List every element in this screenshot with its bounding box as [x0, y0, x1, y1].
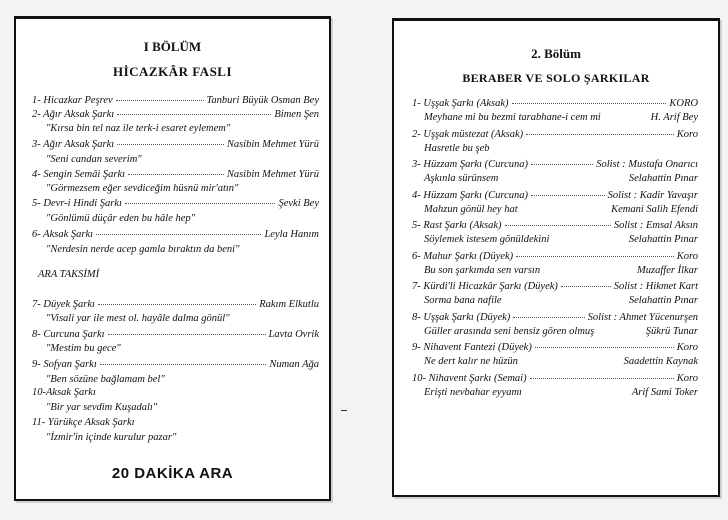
item-credit: Solist : Mustafa Onarıcı — [596, 159, 698, 170]
leader-dots — [125, 203, 276, 204]
item-lyric: "Visali yar ile mest ol. hayâle dalma gönül" — [46, 313, 230, 324]
program-item — [412, 129, 698, 140]
item-credit: Solist : Emsal Aksın — [613, 220, 698, 231]
item-title: 2- Uşşak müstezat (Aksak) — [412, 128, 524, 140]
item-lyric: "Görmezsem eğer sevdiceğim hüsnü mir'atın" — [46, 183, 239, 194]
program-item — [412, 159, 698, 170]
item-lyric: "Gönlümü düçâr eden bu hâle hep" — [46, 213, 196, 224]
leader-dots — [513, 317, 584, 318]
item-title: 6- Aksak Şarkı — [32, 229, 94, 240]
item-lyric: Bu son şarkımda sen varsın — [424, 264, 541, 276]
item-composer: H. Arif Bey — [650, 112, 698, 123]
leader-dots — [516, 256, 674, 257]
leader-dots — [521, 209, 608, 210]
leader-dots — [552, 239, 626, 240]
leader-dots — [543, 270, 634, 271]
program-page-right — [392, 18, 720, 497]
item-credit: Leyla Hanım — [264, 229, 319, 240]
program-item — [32, 359, 319, 370]
leader-dots — [604, 117, 648, 118]
item-lyric-row — [424, 356, 698, 367]
item-lyric-row — [424, 234, 698, 245]
program-item — [412, 281, 698, 292]
leader-dots — [561, 286, 611, 287]
program-item — [32, 417, 135, 428]
item-lyric: "Nerdesin nerde acep gamla bıraktın da beni" — [46, 244, 240, 255]
item-lyric-row — [424, 173, 698, 184]
section-subtitle: HİCAZKÂR FASLI — [112, 64, 233, 79]
leader-dots — [512, 103, 667, 104]
item-lyric: Meyhane mi bu bezmi tarabhane-i cem mi — [424, 112, 601, 123]
item-composer: Muzaffer İlkar — [637, 264, 698, 276]
item-credit: Rakım Elkutlu — [259, 299, 319, 310]
item-lyric: Aşkınla sürünsem — [424, 173, 499, 184]
item-credit: Solist : Hikmet Kart — [613, 281, 698, 292]
item-lyric: Sorma bana nafile — [424, 295, 502, 306]
item-title: 4- Sengin Semâi Şarkı — [32, 169, 126, 180]
divider-mark — [341, 410, 347, 411]
item-lyric: Mahzun gönül hey hat — [424, 203, 518, 215]
section-heading: I BÖLÜM — [143, 39, 202, 54]
item-credit: Koro — [676, 128, 698, 140]
leader-dots — [531, 195, 605, 196]
item-title: 6- Mahur Şarkı (Düyek) — [412, 250, 514, 262]
item-credit: Şevki Bey — [278, 198, 319, 209]
leader-dots — [501, 178, 626, 179]
program-item — [412, 220, 698, 231]
item-lyric-row — [424, 295, 698, 306]
leader-dots — [530, 378, 674, 379]
item-credit: Numan Ağa — [269, 359, 319, 370]
program-item — [412, 312, 698, 323]
leader-dots — [597, 331, 643, 332]
item-credit: Nasibin Mehmet Yürü — [226, 169, 319, 180]
item-lyric: Ne dert kalır ne hüzün — [424, 356, 518, 367]
program-item — [412, 373, 698, 384]
leader-dots — [505, 300, 626, 301]
item-lyric: Söylemek istesem gönüldekini — [424, 234, 550, 245]
item-title: 1- Hicazkar Peşrev — [32, 95, 113, 106]
item-credit: Solist : Ahmet Yücenurşen — [587, 311, 698, 323]
leader-dots — [117, 114, 271, 115]
item-title: 4- Hüzzam Şarkı (Curcuna) — [412, 189, 528, 201]
item-title: 11- Yürükçe Aksak Şarkı — [32, 417, 135, 428]
item-credit: Solist : Kadir Yavaşır — [607, 189, 698, 201]
item-composer: Arif Sami Toker — [631, 386, 698, 398]
item-title: 9- Sofyan Şarkı — [32, 359, 97, 370]
item-title: 5- Devr-i Hindi Şarkı — [32, 198, 122, 209]
program-item — [32, 299, 319, 310]
item-credit: Koro — [676, 372, 698, 384]
item-composer: Selahattin Pınar — [628, 295, 698, 306]
item-credit: Tanburi Büyük Osman Bey — [206, 95, 319, 106]
leader-dots — [100, 364, 267, 365]
item-credit: Koro — [676, 342, 698, 353]
program-item — [412, 251, 698, 262]
item-title: 1- Uşşak Şarkı (Aksak) — [412, 98, 509, 109]
item-lyric: "Mestim bu gece" — [46, 343, 121, 354]
item-title: 3- Ağır Aksak Şarkı — [32, 139, 115, 150]
item-credit: Lavta Ovrik — [268, 329, 319, 340]
leader-dots — [108, 334, 266, 335]
program-item — [32, 139, 319, 150]
item-lyric: "Seni candan severim" — [46, 154, 142, 165]
item-lyric: Güller arasında seni bensiz gören olmuş — [424, 325, 595, 337]
item-title: 2- Ağır Aksak Şarkı — [32, 109, 115, 120]
item-title: 10- Nihavent Şarkı (Semai) — [412, 372, 527, 384]
item-lyric: "İzmir'in içinde kurulur pazar" — [46, 432, 177, 443]
item-lyric: Hasretle bu şeb — [424, 142, 490, 154]
item-title: 3- Hüzzam Şarkı (Curcuna) — [412, 159, 528, 170]
program-page-left — [14, 16, 331, 501]
leader-dots — [96, 234, 261, 235]
item-composer: Selahattin Pınar — [628, 234, 698, 245]
section-heading: 2. Bölüm — [531, 46, 581, 61]
leader-dots — [531, 164, 593, 165]
program-item — [32, 329, 319, 340]
item-title: 7- Kürdi'li Hicazkâr Şarkı (Düyek) — [412, 281, 558, 292]
leader-dots — [525, 392, 629, 393]
item-lyric-row — [424, 112, 698, 123]
item-lyric-row — [424, 265, 698, 276]
item-lyric-row — [424, 387, 698, 398]
item-title: 9- Nihavent Fantezi (Düyek) — [412, 342, 532, 353]
leader-dots — [117, 144, 224, 145]
leader-dots — [116, 100, 204, 101]
program-item — [32, 109, 319, 120]
program-item — [32, 95, 319, 106]
interlude-heading: ARA TAKSİMİ — [38, 269, 100, 280]
item-lyric: "Ben sözüne bağlamam bel" — [46, 374, 165, 385]
item-lyric-row — [424, 143, 698, 154]
program-item — [412, 98, 698, 109]
program-item — [412, 342, 698, 353]
item-credit: Koro — [676, 250, 698, 262]
program-item — [32, 198, 319, 209]
item-title: 8- Curcuna Şarkı — [32, 329, 105, 340]
item-credit: KORO — [669, 98, 698, 109]
item-lyric: Erişti nevbahar eyyamı — [424, 386, 522, 398]
item-lyric-row — [424, 204, 698, 215]
intermission-footer: 20 DAKİKA ARA — [111, 465, 234, 482]
item-composer: Kemani Salih Efendi — [611, 203, 698, 215]
item-title: 7- Düyek Şarkı — [32, 299, 95, 310]
item-credit: Bimen Şen — [274, 109, 319, 120]
item-title: 8- Uşşak Şarkı (Düyek) — [412, 311, 511, 323]
item-lyric-row — [424, 326, 698, 337]
item-composer: Selahattin Pınar — [628, 173, 698, 184]
program-item — [32, 387, 96, 398]
item-title: 10-Aksak Şarkı — [32, 387, 96, 398]
item-title: 5- Rast Şarkı (Aksak) — [412, 220, 502, 231]
leader-dots — [128, 174, 224, 175]
item-composer: Şükrü Tunar — [645, 325, 698, 337]
leader-dots — [505, 225, 611, 226]
leader-dots — [526, 134, 674, 135]
section-subtitle: BERABER VE SOLO ŞARKILAR — [462, 71, 650, 85]
leader-dots — [535, 347, 674, 348]
item-credit: Nasibin Mehmet Yürü — [226, 139, 319, 150]
leader-dots — [98, 304, 256, 305]
program-item — [412, 190, 698, 201]
program-item — [32, 229, 319, 240]
leader-dots — [521, 361, 621, 362]
item-lyric: "Bir yar sevdim Kuşadalı" — [46, 402, 158, 413]
item-composer: Saadettin Kaynak — [623, 356, 698, 367]
item-lyric: "Kırsa bin tel naz ile terk-i esaret eylemem" — [46, 123, 231, 134]
program-item — [32, 169, 319, 180]
